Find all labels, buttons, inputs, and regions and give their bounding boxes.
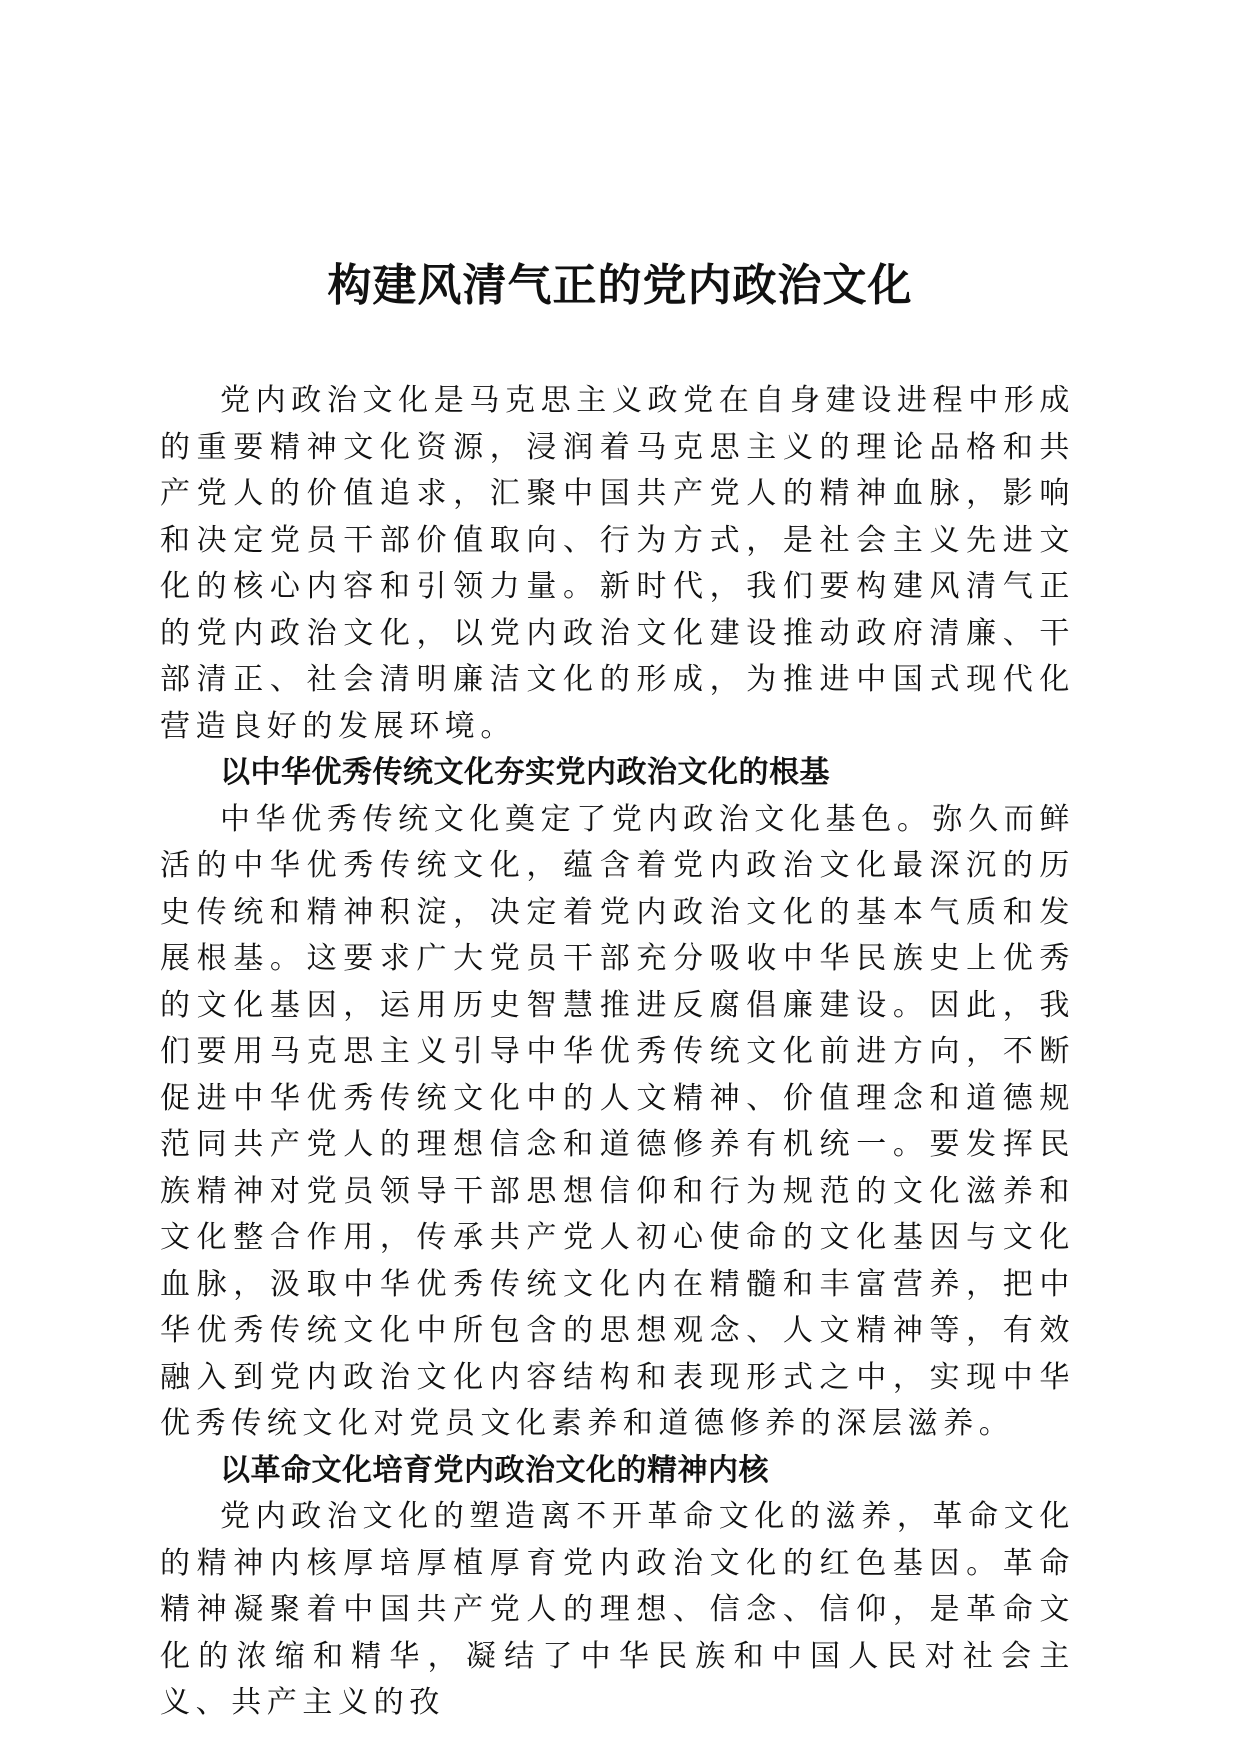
intro-paragraph: 党内政治文化是马克思主义政党在自身建设进程中形成的重要精神文化资源，浸润着马克思主义的理论品格和共产党人的价值追求，汇聚中国共产党人的精神血脉，影响和决定党员干部价值取向、行为方式，是社会主义先进文化的核心内容和引领力量。新时代，我们要构建风清气正的党内政治文化，以党内政治文化建设推动政府清廉、干部清正、社会清明廉洁文化的形成，为推进中国式现代化营造良好的发展环境。 xyxy=(160,383,1075,744)
document-body xyxy=(160,378,1075,1727)
section-paragraph-tradition: 中华优秀传统文化奠定了党内政治文化基色。弥久而鲜活的中华优秀传统文化，蕴含着党内政治文化最深沉的历史传统和精神积淀，决定着党内政治文化的基本气质和发展根基。这要求广大党员干部充分吸收中华民族史上优秀的文化基因，运用历史智慧推进反腐倡廉建设。因此，我们要用马克思主义引导中华优秀传统文化前进方向，不断促进中华优秀传统文化中的人文精神、价值理念和道德规范同共产党人的理想信念和道德修养有机统一。要发挥民族精神对党员领导干部思想信仰和行为规范的文化滋养和文化整合作用，传承共产党人初心使命的文化基因与文化血脉，汲取中华优秀传统文化内在精髓和丰富营养，把中华优秀传统文化中所包含的思想观念、人文精神等，有效融入到党内政治文化内容结构和表现形式之中，实现中华优秀传统文化对党员文化素养和道德修养的深层滋养。 xyxy=(160,801,1075,1441)
section-heading-revolution: 以革命文化培育党内政治文化的精神内核 xyxy=(220,1452,769,1488)
document-title: 构建风清气正的党内政治文化 xyxy=(327,260,913,311)
section-paragraph-revolution: 党内政治文化的塑造离不开革命文化的滋养，革命文化的精神内核厚培厚植厚育党内政治文化的红色基因。革命精神凝聚着中国共产党人的理想、信念、信仰，是革命文化的浓缩和精华，凝结了中华民族和中国人民对社会主义、共产主义的孜 xyxy=(160,1499,1075,1720)
section-heading-tradition: 以中华优秀传统文化夯实党内政治文化的根基 xyxy=(220,755,830,790)
